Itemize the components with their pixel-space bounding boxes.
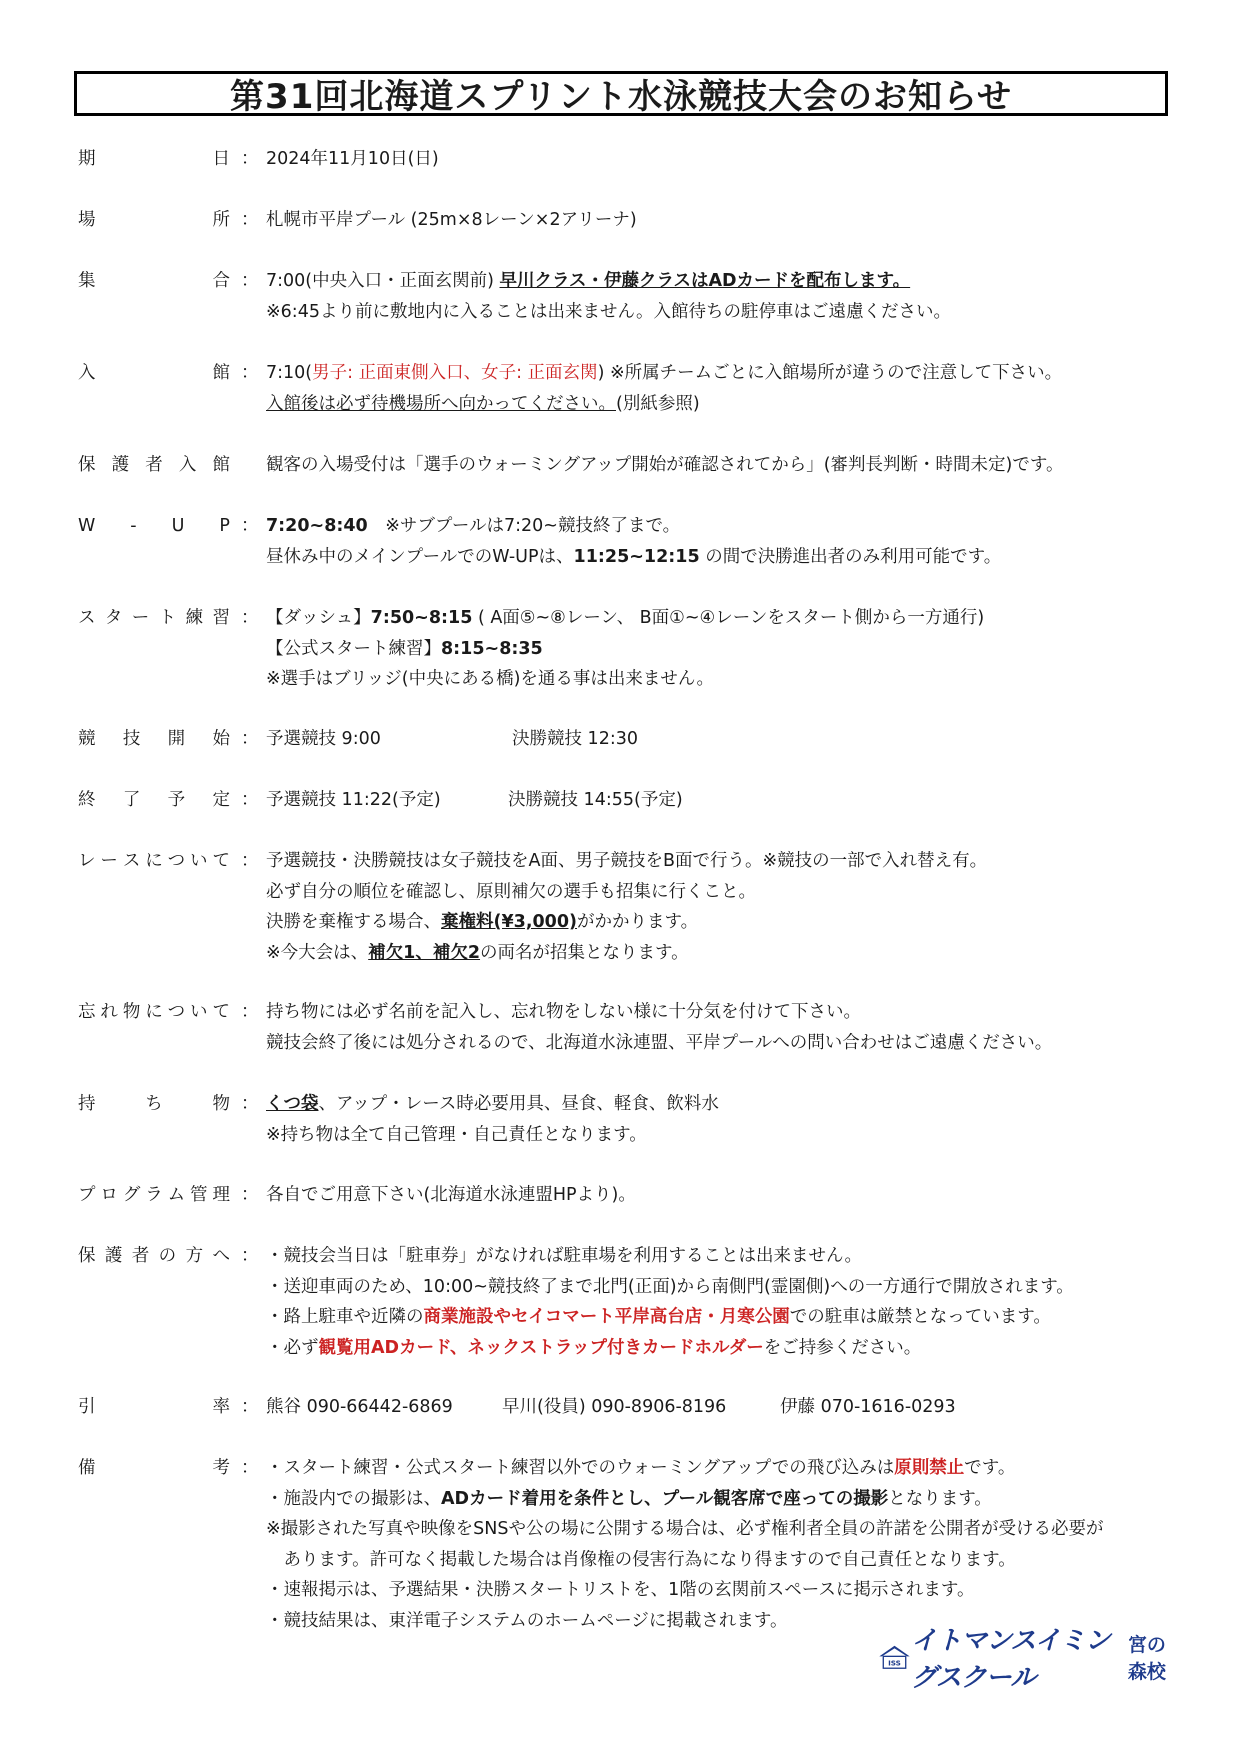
- logo-name: イトマンスイミングスクール: [911, 1626, 1110, 1693]
- row-content: [266, 1241, 1226, 1363]
- row-content: [266, 1392, 1226, 1423]
- row-label: 終 了 予 定: [78, 790, 230, 810]
- page-title: 第31回北海道スプリント水泳競技大会のお知らせ: [230, 77, 1012, 117]
- row-content: [266, 205, 1226, 236]
- colon: ：: [241, 363, 259, 383]
- start-practice-line-3: ※選手はブリッジ(中央にある橋)を通る事は出来ません。: [266, 669, 714, 689]
- row-label: 入 館: [78, 363, 230, 383]
- notes-line-4: あります。許可なく掲載した場合は肖像権の侵害行為になり得ますので自己責任となります。: [266, 1549, 1016, 1570]
- title-box: [74, 71, 1168, 116]
- row-content: [266, 511, 1226, 572]
- race-line-3: 決勝を棄権する場合、棄権料(¥3,000)がかかります。: [266, 912, 699, 932]
- guardian-line-4: ・必ず観覧用ADカード、ネックストラップ付きカードホルダーをご持参ください。: [266, 1337, 922, 1358]
- gather-line-2: ※6:45より前に敷地内に入ることは出来ません。入館待ちの駐停車はご遠慮ください。: [266, 301, 952, 322]
- notes-line-1: ・スタート練習・公式スタート練習以外でのウォーミングアップでの飛び込みは原則禁止です。: [266, 1458, 1016, 1478]
- colon: ：: [241, 1002, 259, 1022]
- row-content: [266, 846, 1226, 968]
- place-value: 札幌市平岸プール (25m×8レーン×2アリーナ): [266, 210, 637, 230]
- row-label: 備 考: [78, 1458, 230, 1478]
- row-content: [266, 266, 1226, 327]
- row-label: 集 合: [78, 271, 230, 291]
- row-content: [266, 785, 1226, 816]
- row-label: 忘 れ 物 に つ い て: [78, 1002, 230, 1022]
- guardian-line-1: ・競技会当日は「駐車券」がなければ駐車場を利用することは出来ません。: [266, 1246, 863, 1266]
- row-label: 場 所: [78, 210, 230, 230]
- colon: ：: [241, 516, 259, 536]
- colon: ：: [241, 1094, 259, 1114]
- contact-kumagai: 熊谷 090-66442-6869: [266, 1397, 453, 1417]
- row-content: [266, 144, 1226, 175]
- colon: ：: [241, 1397, 259, 1417]
- notes-line-5: ・速報掲示は、予選結果・決勝スタートリストを、1階の玄関前スペースに掲示されます。: [266, 1580, 975, 1600]
- colon: ：: [241, 1246, 259, 1266]
- guardian-enter-value: 観客の入場受付は「選手のウォーミングアップ開始が確認されてから」(審判長判断・時間未定)です。: [266, 455, 1064, 475]
- notes-line-2: ・施設内での撮影は、ADカード着用を条件とし、プール観客席で座っての撮影となります。: [266, 1488, 992, 1509]
- row-content: [266, 997, 1226, 1058]
- colon: ：: [241, 729, 259, 749]
- wup-line-2: 昼休み中のメインプールでのW-UPは、11:25~12:15 の間で決勝進出者のみ利用可能です。: [266, 546, 1002, 567]
- colon: ：: [241, 149, 259, 169]
- gather-line-1: 7:00(中央入口・正面玄関前) 早川クラス・伊藤クラスはADカードを配布します。: [266, 271, 911, 291]
- contact-ito: 伊藤 070-1616-0293: [780, 1397, 956, 1417]
- row-label: ス タ ー ト 練 習: [78, 608, 230, 628]
- row-label: 期 日: [78, 149, 230, 169]
- end-time-line: 予選競技 11:22(予定) 決勝競技 14:55(予定): [266, 790, 683, 810]
- guardian-line-3: ・路上駐車や近隣の商業施設やセイコマート平岸高台店・月寒公園での駐車は厳禁となっています。: [266, 1307, 1051, 1327]
- race-line-4: ※今大会は、補欠1、補欠2の両名が招集となります。: [266, 942, 689, 963]
- wup-line-1: 7:20~8:40 ※サブプールは7:20~競技終了まで。: [266, 516, 681, 536]
- lead-line: [266, 1392, 1226, 1423]
- row-label: 保 護 者 入 館: [78, 455, 230, 475]
- colon: ：: [241, 271, 259, 291]
- start-practice-line-1: 【ダッシュ】7:50~8:15 ( A面⑤~⑧レーン、 B面①~④レーンをスタート側から一方通行): [266, 608, 985, 628]
- row-label: 保 護 者 の 方 へ: [78, 1246, 230, 1266]
- school-logo: [878, 1626, 1178, 1693]
- race-line-1: 予選競技・決勝競技は女子競技をA面、男子競技をB面で行う。※競技の一部で入れ替え有。: [266, 851, 988, 871]
- program-value: 各自でご用意下さい(北海道水泳連盟HPより)。: [266, 1185, 636, 1205]
- enter-line-1: 7:10(男子: 正面東側入口、女子: 正面玄関) ※所属チームごとに入館場所が違うので注意して下さい。: [266, 363, 1063, 383]
- row-label: プ ロ グ ラ ム 管 理: [78, 1185, 230, 1205]
- colon: ：: [241, 608, 259, 628]
- items-line-1: くつ袋、アップ・レース時必要用具、昼食、軽食、飲料水: [266, 1094, 719, 1114]
- date-value: 2024年11月10日(日): [266, 149, 439, 169]
- row-label: 引 率: [78, 1397, 230, 1417]
- row-content: [266, 1453, 1226, 1636]
- colon: ：: [241, 1185, 259, 1205]
- start-practice-line-2: 【公式スタート練習】8:15~8:35: [266, 638, 543, 659]
- row-content: [266, 1180, 1226, 1211]
- contact-hayakawa: 早川(役員) 090-8906-8196: [502, 1397, 727, 1417]
- house-logo-icon: [878, 1638, 911, 1676]
- row-content: [266, 450, 1226, 481]
- colon: ：: [241, 210, 259, 230]
- enter-line-2: 入館後は必ず待機場所へ向かってください。(別紙参照): [266, 393, 700, 414]
- notes-line-6: ・競技結果は、東洋電子システムのホームページに掲載されます。: [266, 1610, 788, 1631]
- notes-line-3: ※撮影された写真や映像をSNSや公の場に公開する場合は、必ず権利者全員の許諾を公開者が受ける必要が: [266, 1519, 1104, 1539]
- row-content: [266, 603, 1226, 695]
- race-line-2: 必ず自分の順位を確認し、原則補欠の選手も招集に行くこと。: [266, 881, 756, 902]
- items-line-2: ※持ち物は全て自己管理・自己責任となります。: [266, 1124, 647, 1145]
- lost-line-2: 競技会終了後には処分されるので、北海道水泳連盟、平岸プールへの問い合わせはご遠慮ください。: [266, 1032, 1053, 1053]
- logo-mark-text: ISS: [888, 1658, 901, 1668]
- colon: ：: [241, 1458, 259, 1478]
- start-time-line: 予選競技 9:00 決勝競技 12:30: [266, 729, 638, 749]
- row-content: [266, 1089, 1226, 1150]
- colon: ：: [241, 851, 259, 871]
- row-label: レ ー ス に つ い て: [78, 851, 230, 871]
- row-label: 持 ち 物: [78, 1094, 230, 1114]
- guardian-line-2: ・送迎車両のため、10:00~競技終了まで北門(正面)から南側門(霊園側)への一方通行で開放されます。: [266, 1276, 1074, 1297]
- logo-branch: 宮の森校: [1127, 1634, 1166, 1683]
- row-label: 競 技 開 始: [78, 729, 230, 749]
- colon: ：: [241, 790, 259, 810]
- row-content: [266, 724, 1226, 755]
- lost-line-1: 持ち物には必ず名前を記入し、忘れ物をしない様に十分気を付けて下さい。: [266, 1002, 861, 1022]
- row-label: W - U P: [78, 516, 230, 536]
- row-content: [266, 358, 1226, 419]
